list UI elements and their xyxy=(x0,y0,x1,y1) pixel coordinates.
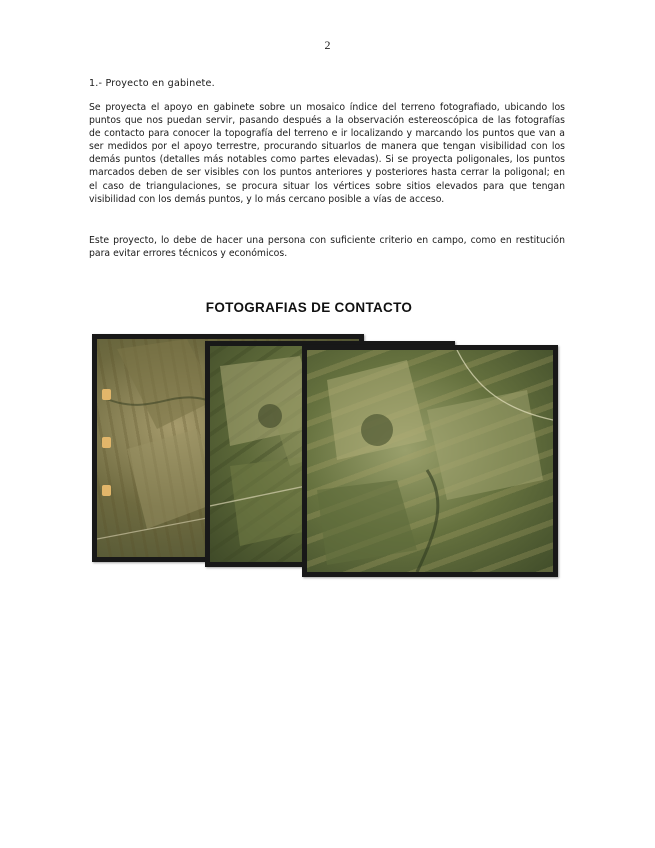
contact-photos-figure xyxy=(92,331,562,581)
film-sprocket-hole xyxy=(102,437,111,448)
figure-title: FOTOGRAFIAS DE CONTACTO xyxy=(205,300,413,315)
paragraph-2: Este proyecto, lo debe de hacer una persona con suficiente criterio en campo, como en restitución para evitar errores técnicos y económicos. xyxy=(89,235,565,260)
page-number: 2 xyxy=(324,38,331,52)
film-sprocket-hole xyxy=(102,389,111,400)
section-heading: 1.- Proyecto en gabinete. xyxy=(89,78,215,89)
film-sprocket-hole xyxy=(102,485,111,496)
aerial-photo-3 xyxy=(302,345,558,577)
paragraph-1: Se proyecta el apoyo en gabinete sobre un mosaico índice del terreno fotografiado, ubicando los puntos que nos puedan servir, pasando después a la observación estereoscópica de las fotografías de contacto para conocer la topografía del terreno e ir localizando y marcando los puntos que van a ser medidos por el apoyo terrestre, procurando situarlos de manera que tengan visibilidad con los demás puntos (detalles más notables como partes elevadas). Si se proyecta poligonales, los puntos marcados deben de ser visibles con los puntos anteriores y posteriores hasta cerrar la poligonal; en el caso de triangulaciones, se procura situar los vértices sobre sitios elevados para que tengan visibilidad con los demás puntos, y lo más cercano posible a vías de acceso. xyxy=(89,102,565,205)
terrain-texture xyxy=(307,350,553,572)
